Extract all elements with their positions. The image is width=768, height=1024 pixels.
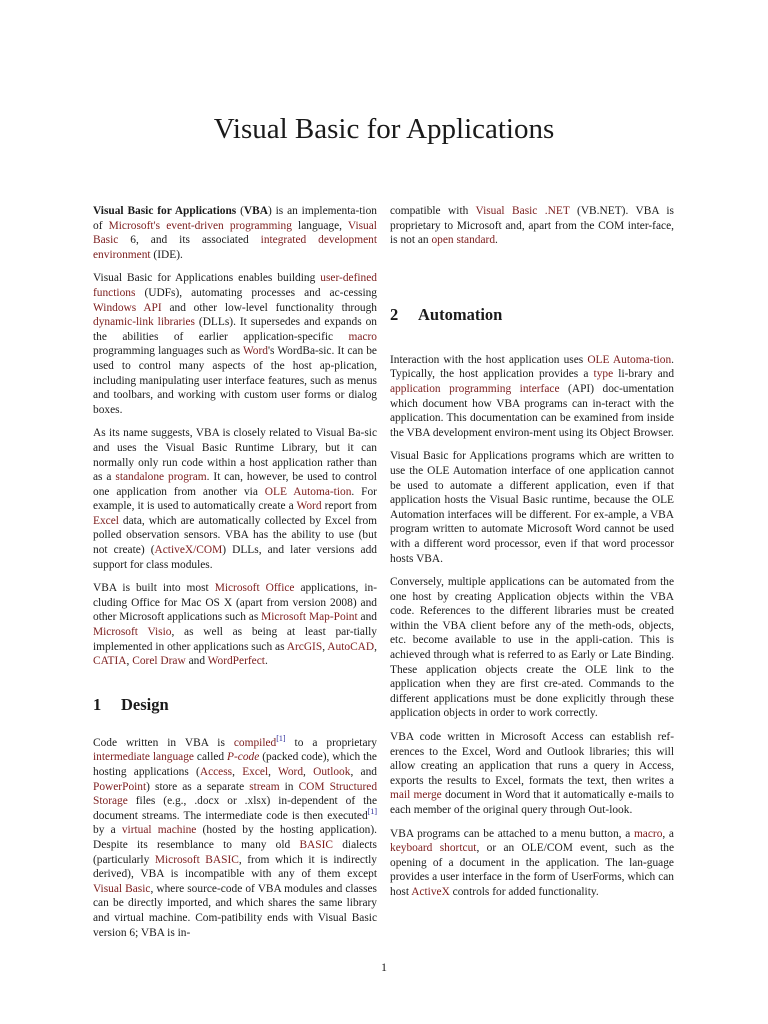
link-arcgis[interactable]: ArcGIS	[286, 640, 323, 653]
link-microsoft-mappoint[interactable]: Microsoft Map-Point	[261, 611, 358, 624]
left-column	[93, 204, 377, 949]
design-paragraph: Code written in VBA is compiled[1] to a proprietary intermediate language called P-code (packed code), which the hosting applications (Access, Excel, Word, Outlook, and PowerPoint) store as a separate stream in COM Structured Storage files (e.g., .docx or .xlsx) in-dependent of the document streams. The intermediate code is then executed[1] by a virtual machine (hosted by the hosting application). Despite its resemblance to many old BASIC dialects (particularly Microsoft BASIC, from which it is indirectly derived), VBA is incompatible with any of them except Visual Basic, where source-code of VBA modules and classes can be directly imported, and which shares the same library and virtual machine. Com-patibility ends with Visual Basic version 6; VBA is in-	[93, 734, 378, 939]
term-vba-full: Visual Basic for Applications	[93, 205, 237, 217]
link-visual-basic-2[interactable]: Visual Basic	[93, 882, 151, 895]
link-autocad[interactable]: AutoCAD	[327, 640, 375, 653]
office-paragraph: VBA is built into most Microsoft Office applications, in-cluding Office for Mac OS X (apart from version 2008) and other Microsoft applications such as Microsoft Map-Point and Microsoft Visio, as well as being at least par-tially implemented in other applications such as ArcGIS, AutoCAD, CATIA, Corel Draw and WordPerfect.	[93, 582, 377, 668]
link-event-driven-programming[interactable]: event-driven programming	[166, 219, 292, 232]
link-catia[interactable]: CATIA	[93, 655, 127, 668]
page-number: 1	[381, 960, 387, 974]
access-paragraph: VBA code written in Microsoft Access can establish ref-erences to the Excel, Word and Outlook libraries; this will allow creating an application that runs a query in Access, exports the results to Excel, formats the text, then writes a mail merge document in Word that it automatically e-mails to each member of the original query through Out-look.	[390, 731, 674, 816]
link-visual-basic[interactable]: Visual Basic	[93, 219, 377, 247]
link-macro-2[interactable]: macro	[633, 827, 663, 840]
link-excel-2[interactable]: Excel	[242, 766, 269, 778]
link-compiled[interactable]: compiled	[233, 736, 277, 749]
link-activex-com[interactable]: ActiveX/COM	[154, 544, 223, 557]
link-com-structured-storage[interactable]: COM Structured Storage	[93, 780, 378, 808]
link-microsoft-basic[interactable]: Microsoft BASIC	[154, 853, 239, 866]
link-corel-draw[interactable]: Corel Draw	[132, 655, 186, 668]
link-type[interactable]: type	[593, 368, 614, 381]
section-heading-design: 1 Design	[93, 694, 169, 714]
interaction-paragraph: Interaction with the host application uses OLE Automa-tion. Typically, the host application provides a type li-brary and application programming interface (API) doc-umentation which document how VBA programs can in-teract with the application. This documentation can be examined from inside the VBA development environ-ment using its Object Browser.	[390, 353, 675, 439]
link-wordperfect[interactable]: WordPerfect	[207, 655, 265, 668]
link-dynamic-link-libraries[interactable]: dynamic-link libraries	[93, 316, 195, 329]
term-vba: VBA	[243, 205, 268, 217]
udf-paragraph: Visual Basic for Applications enables building user-defined functions (UDFs), automating processes and ac-cessing Windows API and other low-level functionality through dynamic-link libraries (DLLs). It supersedes and expands on the abilities of earlier application-specific macro programming languages such as Word's WordBa-sic. It can be used to control many aspects of the host ap-plication, including manipulating user interface features, such as menus and toolbars, and working with custom user forms or dialog boxes.	[93, 272, 378, 416]
link-activex[interactable]: ActiveX	[411, 885, 450, 898]
userforms-paragraph: VBA programs can be attached to a menu button, a macro, a keyboard shortcut, or an OLE/COM event, such as the opening of a document in the application. The lan-guage provides a user interface in the form of UserForms, which can host ActiveX controls for added functionality.	[390, 827, 675, 898]
link-ide[interactable]: integrated development environment	[93, 234, 377, 261]
link-access[interactable]: Access	[199, 766, 233, 778]
page-title: Visual Basic for Applications	[213, 113, 555, 145]
link-visual-basic-net[interactable]: Visual Basic .NET	[475, 205, 570, 217]
link-user-defined-functions[interactable]: user-defined functions	[93, 272, 377, 299]
link-api[interactable]: application programming interface	[390, 382, 560, 395]
link-powerpoint[interactable]: PowerPoint	[93, 780, 147, 793]
vbnet-paragraph: compatible with Visual Basic .NET (VB.NET). VBA is proprietary to Microsoft and, apart from the COM inter-face, is not an open standard.	[390, 205, 674, 247]
link-mail-merge[interactable]: mail merge	[390, 789, 442, 802]
link-keyboard-shortcut[interactable]: keyboard shortcut	[390, 842, 477, 855]
link-ole-automation[interactable]: OLE Automa-tion	[264, 485, 352, 498]
link-microsoft-visio[interactable]: Microsoft Visio	[93, 626, 172, 639]
link-basic[interactable]: BASIC	[299, 838, 333, 851]
binding-paragraph: Conversely, multiple applications can be automated from the one host by creating Application objects within the VBA code. References to the different libraries must be created within the VBA client before any of the meth-ods, objects, etc. become available to use in the appli-cation. This is achieved through what is referred to as Early or Late Binding. These application objects create the OLE link to the application when they are first cre-ated. Commands to the different applications must be done explicitly through these application objects in order to work correctly.	[390, 576, 674, 720]
citation-1-second[interactable]: [1]	[367, 806, 377, 816]
link-word-3[interactable]: Word	[278, 766, 304, 778]
link-microsoft[interactable]: Microsoft's	[108, 219, 161, 232]
link-ole-automation-2[interactable]: OLE Automa-tion	[587, 353, 672, 366]
ole-interface-paragraph: Visual Basic for Applications programs which are written to use the OLE Automation interface of one application cannot be used to automate a different application, even if that application hosts the Visual Basic runtime, because the OLE Automation interfaces will be different. For ex-ample, a VBA program written to automate Microsoft Word cannot be used with a different word processor, even if that word processor hosts VBA.	[390, 450, 674, 565]
section-heading-automation: 2 Automation	[390, 304, 503, 324]
intro-paragraph: Visual Basic for Applications (VBA) is an implementa-tion of Microsoft's event-driven programming language, Visual Basic 6, and its associated integrated development environment (IDE).	[93, 205, 377, 261]
link-word[interactable]: Word	[242, 345, 268, 358]
link-stream[interactable]: stream	[249, 780, 280, 793]
link-windows-api[interactable]: Windows API	[93, 301, 162, 314]
link-p-code[interactable]: P-code	[227, 751, 260, 764]
right-column	[390, 204, 674, 909]
link-microsoft-office[interactable]: Microsoft Office	[214, 582, 295, 595]
link-virtual-machine[interactable]: virtual machine	[121, 824, 197, 837]
link-open-standard[interactable]: open standard	[431, 234, 496, 247]
link-standalone-program[interactable]: standalone program	[115, 471, 207, 484]
link-macro[interactable]: macro	[348, 330, 377, 343]
citation-1[interactable]: [1]	[276, 734, 286, 744]
link-word-2[interactable]: Word	[296, 500, 322, 513]
link-outlook[interactable]: Outlook	[313, 766, 351, 778]
runtime-paragraph: As its name suggests, VBA is closely related to Visual Ba-sic and uses the Visual Basic Runtime Library, but it can normally only run code within a host application rather than as a standalone program. It can, however, be used to control one application from another via OLE Automa-tion. For example, it is used to automatically create a Word report from Excel data, which are automatically collected by Excel from polled observation sensors. VBA has the ability to use (but not create) (ActiveX/COM) DLLs, and later versions add support for class modules.	[93, 427, 377, 571]
link-intermediate-language[interactable]: intermediate language	[93, 751, 194, 764]
link-excel[interactable]: Excel	[93, 514, 119, 527]
